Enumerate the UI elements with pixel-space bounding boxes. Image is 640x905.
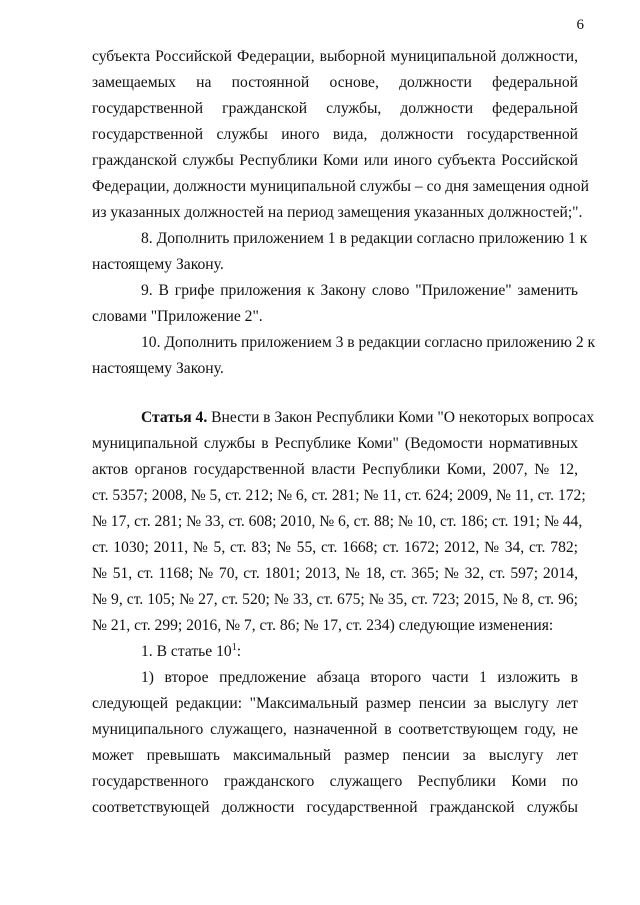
item-10-line: настоящему Закону.	[92, 360, 224, 377]
sub-item-1-superscript: 1	[231, 642, 237, 653]
item-8-line: настоящему Закону.	[92, 256, 224, 273]
sub-item-1-1-line: государственного гражданского служащего Республики Коми по	[92, 773, 578, 790]
paragraph-line: Федерации, должности муниципальной службы – со дня замещения одной	[92, 178, 589, 195]
article-4-line: ст. 5357; 2008, № 5, ст. 212; № 6, ст. 281; № 11, ст. 624; 2009, № 11, ст. 172;	[92, 487, 586, 504]
item-8-line: 8. Дополнить приложением 1 в редакции согласно приложению 1 к	[141, 230, 588, 247]
sub-item-1-1-line: соответствующей должности государственной гражданской службы	[92, 799, 578, 816]
sub-item-1-1-line: следующей редакции: "Максимальный размер пенсии за выслугу лет	[92, 695, 578, 712]
sub-item-1-prefix: 1. В статье 10	[141, 643, 232, 660]
paragraph-line: государственной службы иного вида, должности государственной	[92, 126, 578, 143]
page-number: 6	[576, 17, 584, 33]
paragraph-line: гражданской службы Республики Коми или иного субъекта Российской	[92, 152, 578, 169]
article-4-line: актов органов государственной власти Республики Коми, 2007, № 12,	[92, 461, 578, 478]
sub-item-1-line	[141, 642, 241, 662]
article-heading: Статья 4.	[141, 409, 208, 426]
sub-item-1-1-line: муниципального служащего, назначенной в соответствующем году, не	[92, 721, 578, 738]
sub-item-1-1-line: 1) второе предложение абзаца второго части 1 изложить в	[141, 669, 578, 686]
article-4-line: № 9, ст. 105; № 27, ст. 520; № 33, ст. 675; № 35, ст. 723; 2015, № 8, ст. 96;	[92, 591, 578, 608]
paragraph-line: из указанных должностей на период замещения указанных должностей;".	[92, 204, 583, 221]
article-4-line: № 17, ст. 281; № 33, ст. 608; 2010, № 6, ст. 88; № 10, ст. 186; ст. 191; № 44,	[92, 513, 583, 530]
article-4-line: № 51, ст. 1168; № 70, ст. 1801; 2013, № 18, ст. 365; № 32, ст. 597; 2014,	[92, 565, 578, 582]
article-4-line: ст. 1030; 2011, № 5, ст. 83; № 55, ст. 1668; ст. 1672; 2012, № 34, ст. 782;	[92, 539, 578, 556]
paragraph-line: государственной гражданской службы, должности федеральной	[92, 100, 578, 117]
item-10-line: 10. Дополнить приложением 3 в редакции согласно приложению 2 к	[141, 334, 596, 351]
paragraph-line: замещаемых на постоянной основе, должности федеральной	[92, 74, 578, 91]
article-text: Внести в Закон Республики Коми "О некоторых вопросах	[207, 409, 595, 426]
item-9-line: словами "Приложение 2".	[92, 308, 263, 325]
sub-item-1-suffix: :	[236, 643, 242, 660]
paragraph-line: субъекта Российской Федерации, выборной муниципальной должности,	[92, 48, 578, 65]
article-4-first-line	[141, 408, 595, 428]
article-4-line: № 21, ст. 299; 2016, № 7, ст. 86; № 17, ст. 234) следующие изменения:	[92, 617, 554, 634]
sub-item-1-1-line: может превышать максимальный размер пенсии за выслугу лет	[92, 747, 578, 764]
item-9-line: 9. В грифе приложения к Закону слово "Приложение" заменить	[141, 282, 578, 299]
article-4-line: муниципальной службы в Республике Коми" (Ведомости нормативных	[92, 435, 578, 452]
